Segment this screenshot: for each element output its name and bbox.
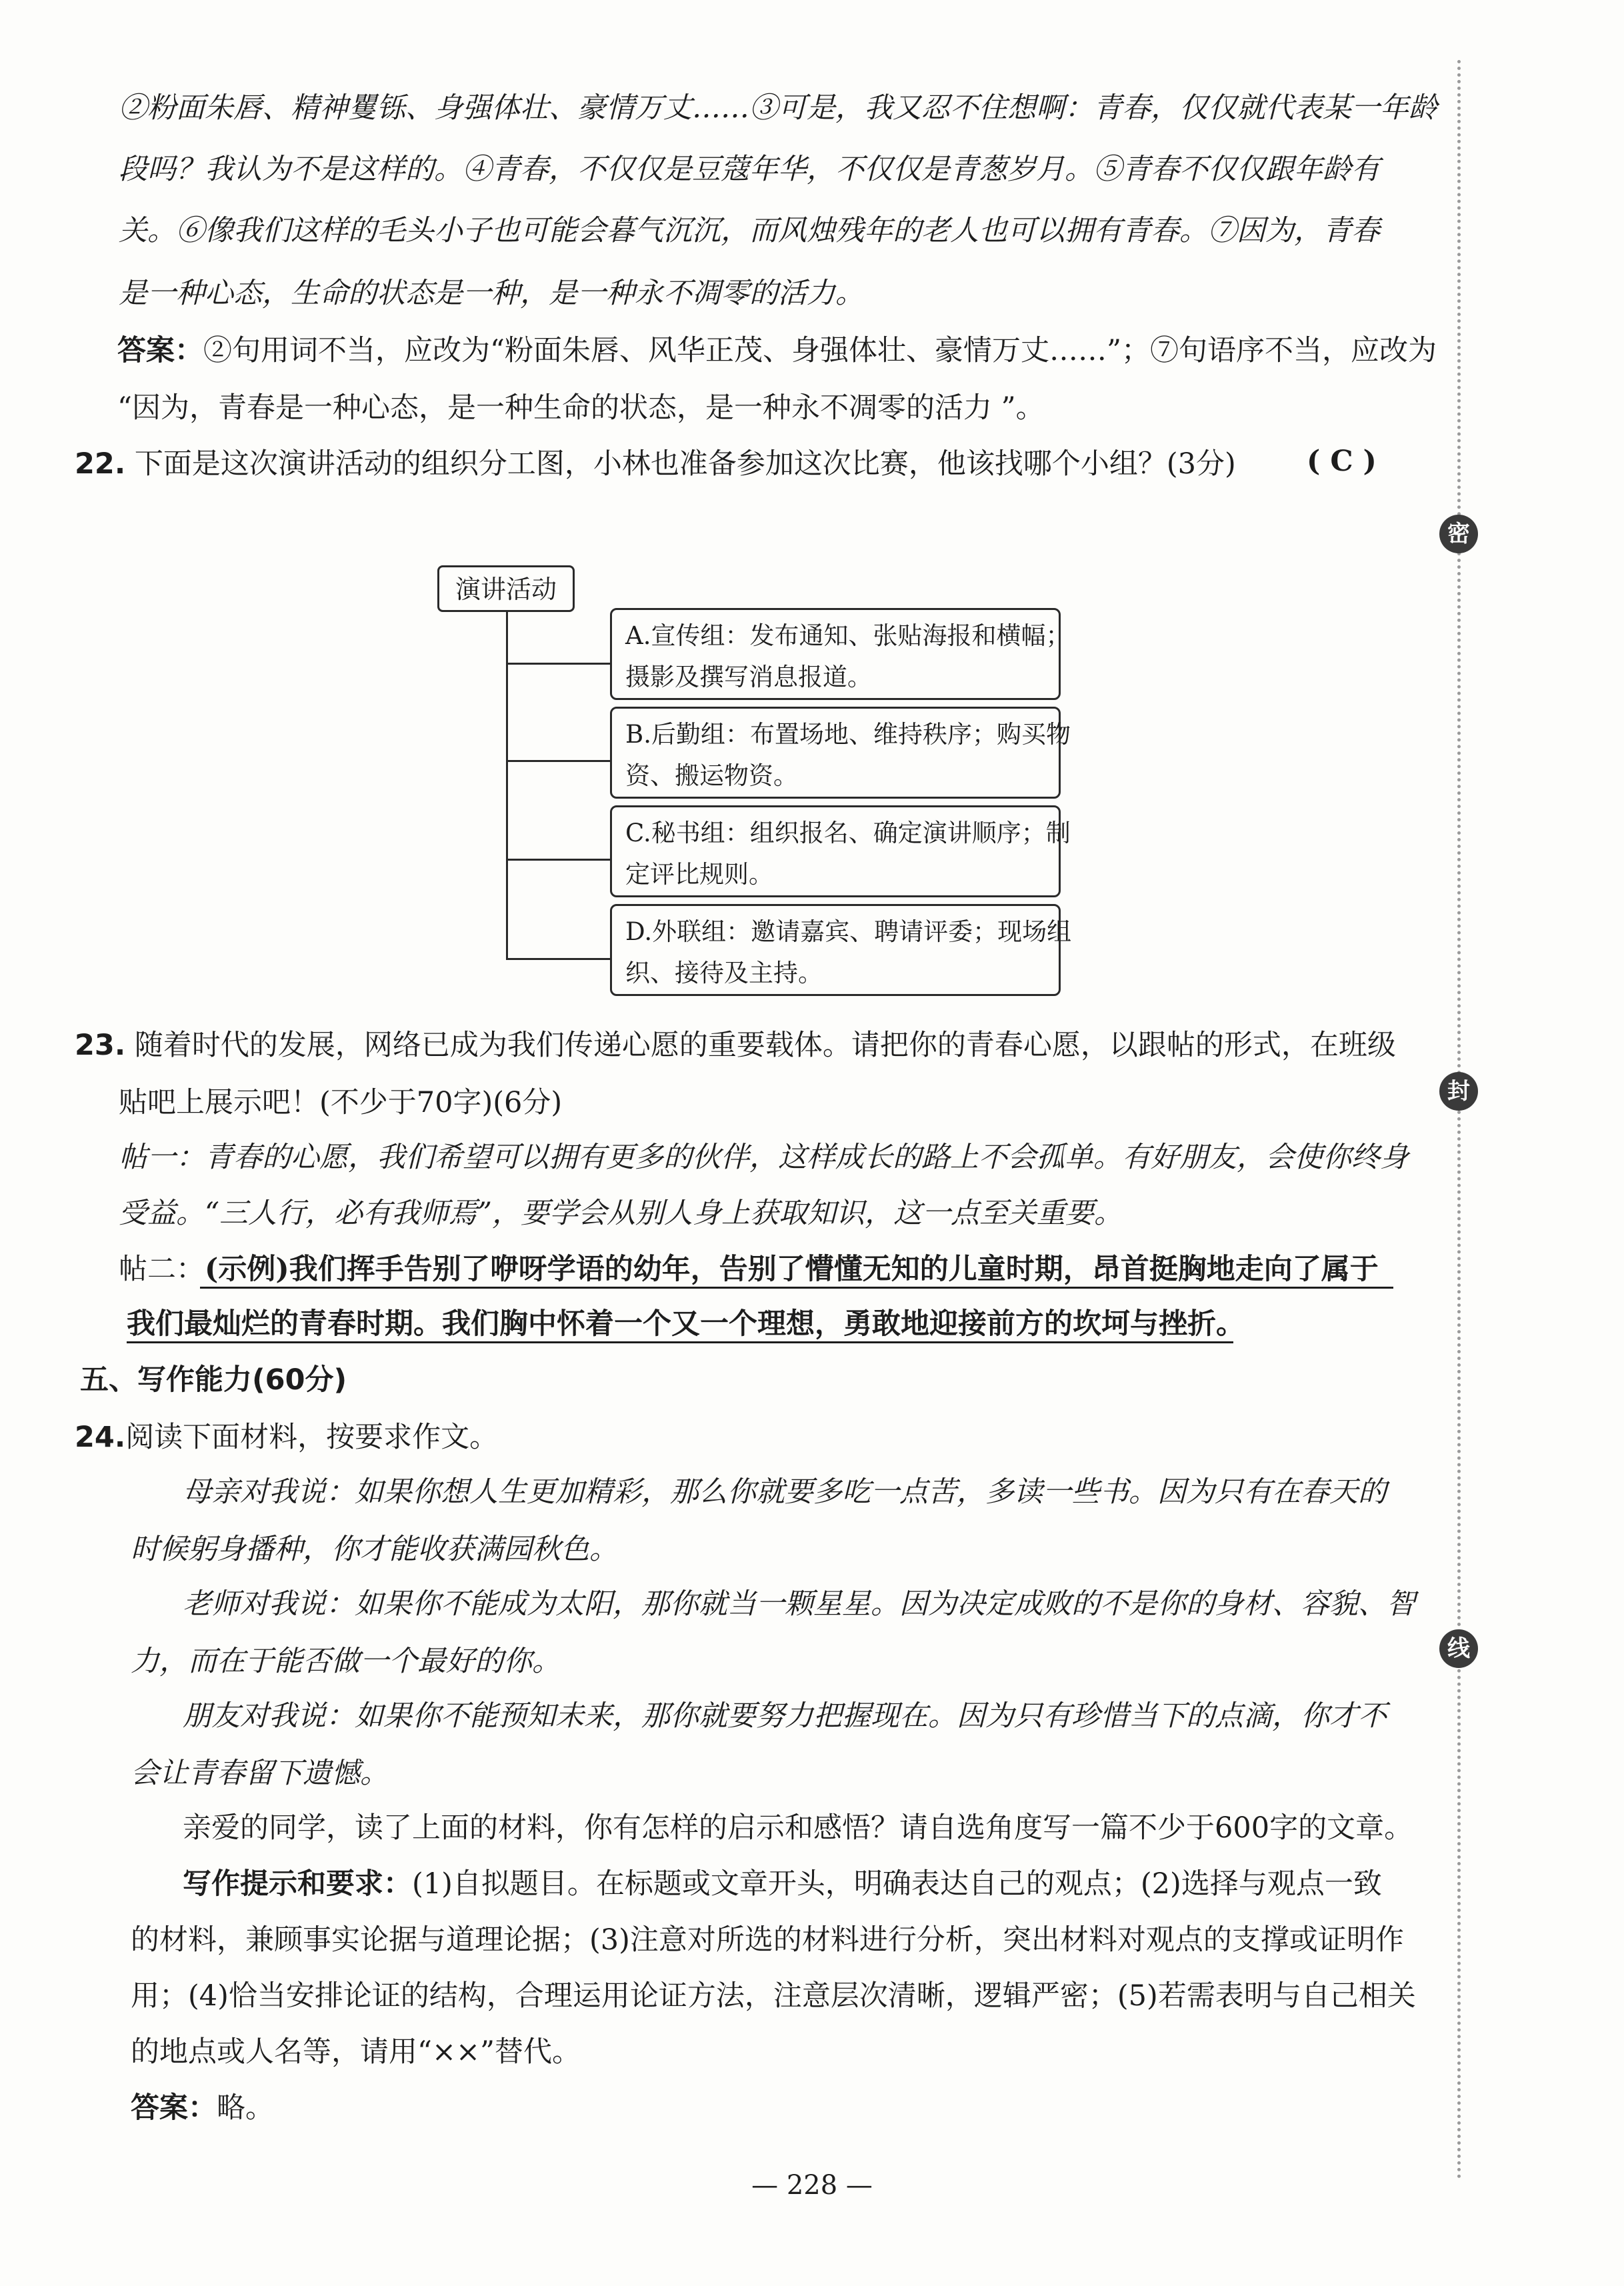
- q24-answer-label: 答案：: [131, 2091, 217, 2125]
- answer-underline-2: [127, 1341, 1233, 1343]
- org-box-c-line-2: 定评比规则。: [625, 860, 773, 889]
- org-box-d-line-1: D.外联组：邀请嘉宾、聘请评委；现场组: [625, 917, 1072, 946]
- org-box-a-line-1: A.宣传组：发布通知、张贴海报和横幅；: [625, 621, 1071, 650]
- q23-post2-line-1: [119, 1249, 1379, 1289]
- q24-requirements-line-2: 的材料，兼顾事实论据与道理论据；(3)注意对所选的材料进行分析，突出材料对观点的支撑或证明作: [131, 1923, 1404, 1957]
- q22-line: [75, 444, 1236, 484]
- seal-mi-icon: 密: [1439, 515, 1478, 553]
- q23-post2-text-1: (示例)我们挥手告别了咿呀学语的幼年，告别了懵懂无知的儿童时期，昂首挺胸地走向了属于: [205, 1253, 1379, 1286]
- q21-line-1: ②粉面朱唇、精神矍铄、身强体壮、豪情万丈……③可是，我又忍不住想啊：青春，仅仅就代表某一年龄: [119, 91, 1437, 125]
- q24-material-1-line-1: 母亲对我说：如果你想人生更加精彩，那么你就要多吃一点苦，多读一些书。因为只有在春天的: [183, 1475, 1387, 1509]
- q21-answer-line-1: [117, 331, 1437, 371]
- org-box-c-line-1: C.秘书组：组织报名、确定演讲顺序；制: [625, 819, 1071, 847]
- q24-answer-line: [131, 2088, 274, 2128]
- q24-material-3-line-2: 会让青春留下遗憾。: [131, 1757, 389, 1790]
- q21-answer-line-2: “因为，青春是一种心态，是一种生命的状态，是一种永不凋零的活力 ”。: [117, 391, 1045, 425]
- seal-xian-icon: 线: [1439, 1629, 1478, 1668]
- q21-line-3: 关。⑥像我们这样的毛头小子也可能会暮气沉沉，而风烛残年的老人也可以拥有青春。⑦因为，青春: [119, 214, 1380, 247]
- q21-line-4: 是一种心态，生命的状态是一种，是一种永不凋零的活力。: [119, 277, 864, 310]
- q23-post2-label: 帖二：: [119, 1253, 205, 1286]
- org-box-d-line-2: 织、接待及主持。: [625, 959, 823, 987]
- answer-underline-1: [200, 1287, 1393, 1289]
- org-box-c: [610, 805, 1071, 897]
- org-chart-title: 演讲活动: [437, 565, 575, 612]
- seal-feng-icon: 封: [1439, 1072, 1478, 1111]
- q23-text-1: 随着时代的发展，网络已成为我们传递心愿的重要载体。请把你的青春心愿，以跟帖的形式，在班级: [134, 1029, 1396, 1062]
- q23-post1-line-1: 帖一：青春的心愿，我们希望可以拥有更多的伙伴，这样成长的路上不会孤单。有好朋友，会使你终身: [119, 1141, 1409, 1174]
- q24-material-2-line-2: 力，而在于能否做一个最好的你。: [131, 1645, 561, 1678]
- q24-answer: 略。: [217, 2091, 274, 2125]
- q24-material-3-line-1: 朋友对我说：如果你不能预知未来，那你就要努力把握现在。因为只有珍惜当下的点滴，你才不: [183, 1699, 1387, 1733]
- org-box-b-line-2: 资、搬运物资。: [625, 761, 798, 790]
- answer-label: 答案：: [117, 334, 203, 367]
- q24-material-2-line-1: 老师对我说：如果你不能成为太阳，那你就当一颗星星。因为决定成败的不是你的身材、容貌、智: [183, 1587, 1415, 1621]
- q22-answer: ( C ): [1307, 445, 1377, 478]
- q22-number: 22.: [75, 447, 126, 481]
- q24-requirements-label: 写作提示和要求：: [183, 1867, 412, 1901]
- q23-line-1: [75, 1025, 1396, 1065]
- org-box-a: [610, 608, 1071, 700]
- q22-text: 下面是这次演讲活动的组织分工图，小林也准备参加这次比赛，他该找哪个小组？(3分): [134, 447, 1236, 481]
- q24-intro: 阅读下面材料，按要求作文。: [125, 1421, 499, 1454]
- q24-requirements-line-3: 用；(4)恰当安排论证的结构，合理运用论证方法，注意层次清晰，逻辑严密；(5)若需表明与自己相关: [131, 1979, 1416, 2013]
- page-number: — 228 —: [751, 2170, 873, 2201]
- q24-line: [75, 1417, 498, 1457]
- q24-requirements-line-4: 的地点或人名等，请用“××”替代。: [131, 2035, 581, 2069]
- q23-number: 23.: [75, 1029, 126, 1062]
- binding-dotted-line: [1457, 60, 1461, 2180]
- org-box-b-line-1: B.后勤组：布置场地、维持秩序；购买物: [625, 720, 1071, 749]
- org-chart-branch-a: [506, 663, 610, 665]
- org-box-d: [610, 904, 1072, 996]
- q24-requirements-text-1: (1)自拟题目。在标题或文章开头，明确表达自己的观点；(2)选择与观点一致: [412, 1867, 1382, 1901]
- org-box-a-line-2: 摄影及撰写消息报道。: [625, 663, 872, 691]
- q21-answer-text-1: ②句用词不当，应改为“粉面朱唇、风华正茂、身强体壮、豪情万丈……”；⑦句语序不当，应改为: [203, 334, 1437, 367]
- org-chart-branch-c: [506, 859, 610, 861]
- q24-requirements-line-1: [183, 1864, 1382, 1904]
- q24-material-1-line-2: 时候躬身播种，你才能收获满园秋色。: [131, 1533, 618, 1566]
- section-5-title: 五、写作能力(60分): [80, 1363, 347, 1397]
- org-box-b: [610, 707, 1071, 799]
- q23-post2-line-2: 我们最灿烂的青春时期。我们胸中怀着一个又一个理想，勇敢地迎接前方的坎坷与挫折。: [127, 1307, 1245, 1341]
- q23-line-2: 贴吧上展示吧！(不少于70字)(6分): [119, 1086, 563, 1119]
- q21-line-2: 段吗？我认为不是这样的。④青春，不仅仅是豆蔻年华，不仅仅是青葱岁月。⑤青春不仅仅跟年龄有: [119, 153, 1380, 186]
- org-chart-branch-d: [506, 958, 610, 960]
- org-chart-branch-b: [506, 760, 610, 762]
- q24-number: 24.: [75, 1421, 126, 1454]
- q24-prompt: 亲爱的同学，读了上面的材料，你有怎样的启示和感悟？请自选角度写一篇不少于600字的文章。: [183, 1811, 1413, 1845]
- q23-post1-line-2: 受益。“三人行，必有我师焉”，要学会从别人身上获取知识，这一点至关重要。: [119, 1197, 1123, 1230]
